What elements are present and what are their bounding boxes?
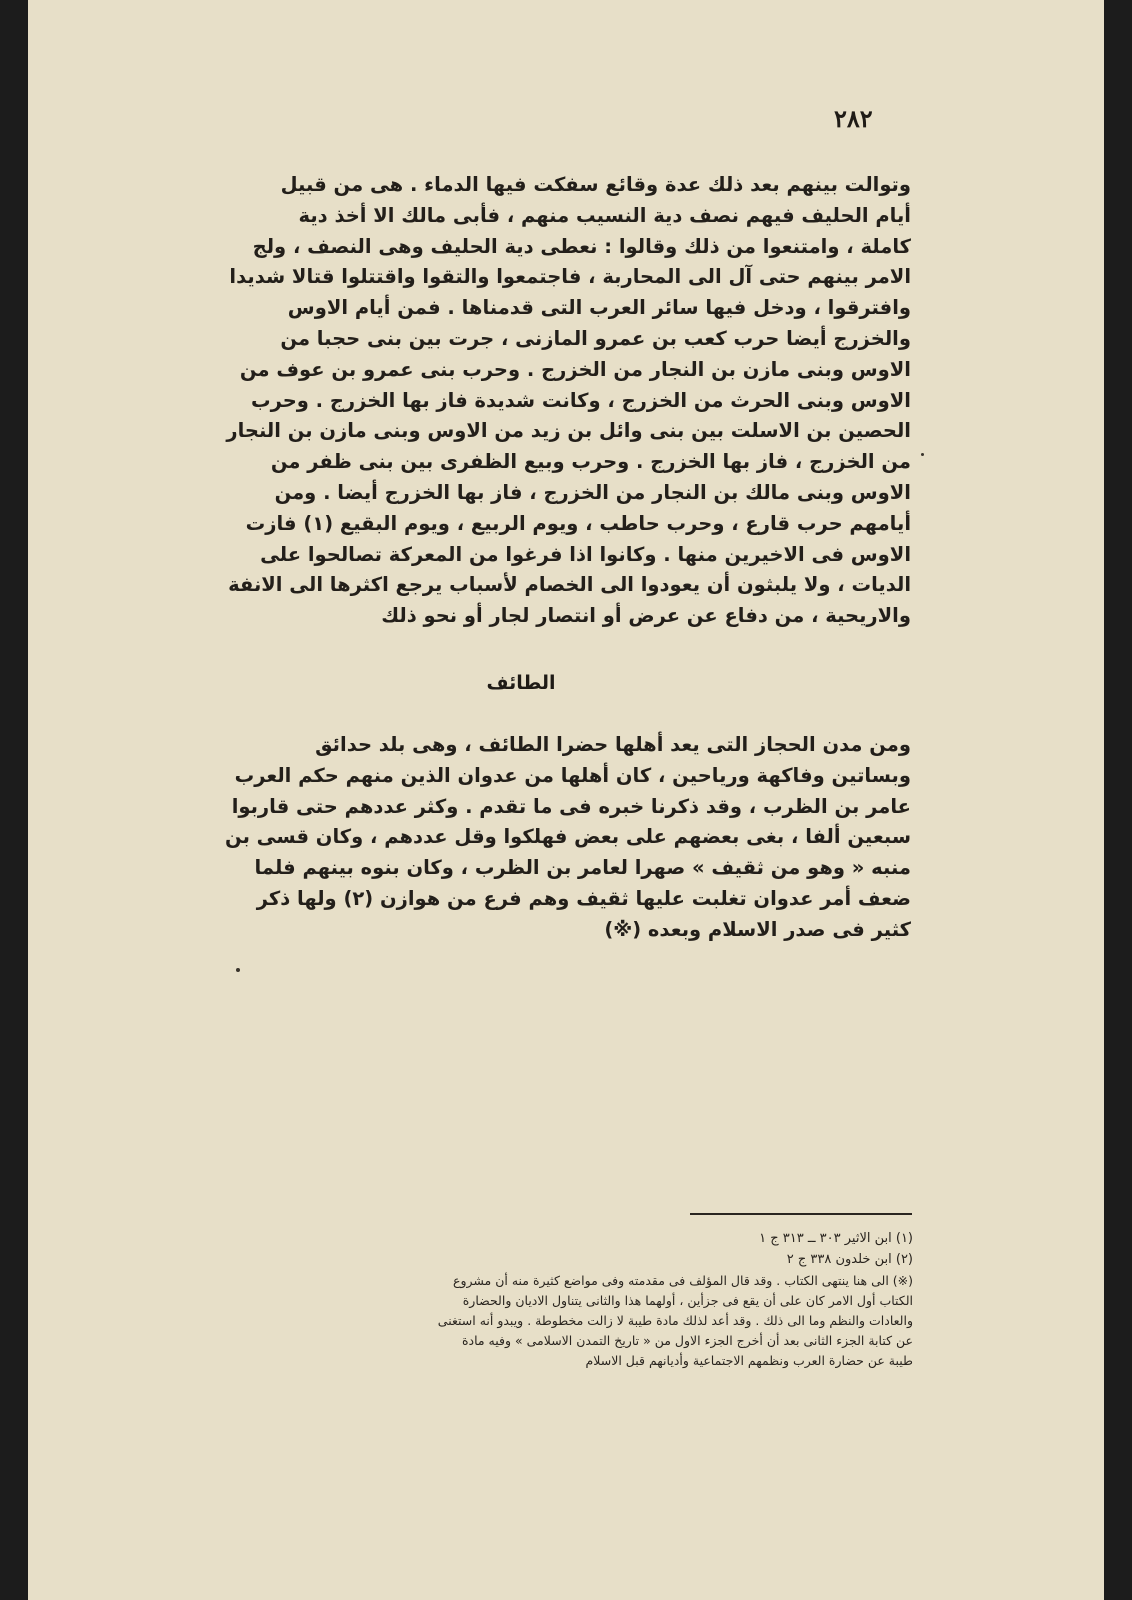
text-line: من الخزرج ، فاز بها الخزرج . وحرب وبيع الظفرى بين بنى ظفر من <box>270 450 911 474</box>
text-line: منبه « وهو من ثقيف » صهرا لعامر بن الظرب ، وكان بنوه بينهم فلما <box>254 856 911 880</box>
text-line: كاملة ، وامتنعوا من ذلك وقالوا : نعطى دية الحليف وهى النصف ، ولج <box>252 234 911 258</box>
note-line: طيبة عن حضارة العرب ونظمهم الاجتماعية وأديانهم قبل الاسلام <box>585 1353 913 1368</box>
paper-speck <box>921 453 924 456</box>
note-line: والعادات والنظم وما الى ذلك . وقد أعد لذلك مادة طيبة لا زالت مخطوطة . ويبدو أنه استغنى <box>437 1313 913 1328</box>
text-line: الديات ، ولا يلبثون أن يعودوا الى الخصام لأسباب يرجع اكثرها الى الانفة <box>228 573 911 597</box>
note-line: (※) الى هنا ينتهى الكتاب . وقد قال المؤلف فى مقدمته وفى مواضع كثيرة منه أن مشروع <box>452 1273 913 1288</box>
text-line: وافترقوا ، ودخل فيها سائر العرب التى قدمناها . فمن أيام الاوس <box>287 296 911 320</box>
text-line: والخزرج أيضا حرب كعب بن عمرو المازنى ، جرت بين بنى حجبا من <box>280 326 911 350</box>
text-line: سبعين ألفا ، بغى بعضهم على بعض فهلكوا وقل عددهم ، وكان قسى بن <box>225 825 911 849</box>
paragraph-aws-khazraj <box>131 170 911 632</box>
note-line: الكتاب أول الامر كان على أن يقع فى جزأين ، أولهما هذا والثانى يتناول الاديان والحضارة <box>462 1293 913 1308</box>
text-line: ومن مدن الحجاز التى يعد أهلها حضرا الطائف ، وهى بلد حدائق <box>315 733 911 756</box>
paragraph-taif <box>131 730 911 946</box>
paper-speck <box>236 968 240 972</box>
text-line: الاوس وبنى مازن بن النجار من الخزرج . وحرب بنى عمرو بن عوف من <box>239 357 911 381</box>
page-number: ٢٨٢ <box>834 104 873 133</box>
book-page <box>28 0 1104 1600</box>
footnote: (١) ابن الاثير ٣٠٣ ــ ٣١٣ ج ١ <box>759 1231 913 1246</box>
text-line: الاوس فى الاخيرين منها . وكانوا اذا فرغوا من المعركة تصالحوا على <box>260 542 911 566</box>
text-line: عامر بن الظرب ، وقد ذكرنا خبره فى ما تقدم . وكثر عددهم حتى قاربوا <box>231 794 911 818</box>
editor-note <box>158 1271 913 1371</box>
section-heading: الطائف <box>486 672 556 694</box>
text-line: ضعف أمر عدوان تغلبت عليها ثقيف وهم فرع من هوازن (٢) ولها ذكر <box>256 886 911 910</box>
text-line: الاوس وبنى الحرث من الخزرج ، وكانت شديدة فاز بها الخزرج . وحرب <box>250 388 911 412</box>
text-line: أيامهم حرب قارع ، وحرب حاطب ، ويوم الربيع ، ويوم البقيع (١) فازت <box>245 511 911 535</box>
text-line: أيام الحليف فيهم نصف دية النسيب منهم ، فأبى مالك الا أخذ دية <box>298 203 911 227</box>
text-line: والاريحية ، من دفاع عن عرض أو انتصار لجار أو نحو ذلك <box>381 604 911 628</box>
text-line: وبساتين وفاكهة ورياحين ، كان أهلها من عدوان الذين منهم حكم العرب <box>234 763 911 787</box>
text-line: كثير فى صدر الاسلام وبعده (※) <box>604 917 911 941</box>
footnote-references <box>158 1228 913 1270</box>
text-line: الحصين بن الاسلت بين بنى وائل بن زيد من الاوس وبنى مازن بن النجار <box>226 419 911 443</box>
text-line: الامر بينهم حتى آل الى المحاربة ، فاجتمعوا والتقوا واقتتلوا قتالا شديدا <box>229 265 911 289</box>
note-line: عن كتابة الجزء الثانى بعد أن أخرج الجزء الاول من « تاريخ التمدن الاسلامى » وفيه مادة <box>461 1333 913 1348</box>
text-line: وتوالت بينهم بعد ذلك عدة وقائع سفكت فيها الدماء . هى من قبيل <box>280 173 911 196</box>
text-line: الاوس وبنى مالك بن النجار من الخزرج ، فاز بها الخزرج أيضا . ومن <box>274 480 911 504</box>
footnote: (٢) ابن خلدون ٣٣٨ ج ٢ <box>786 1252 913 1267</box>
footnote-divider <box>690 1213 912 1215</box>
